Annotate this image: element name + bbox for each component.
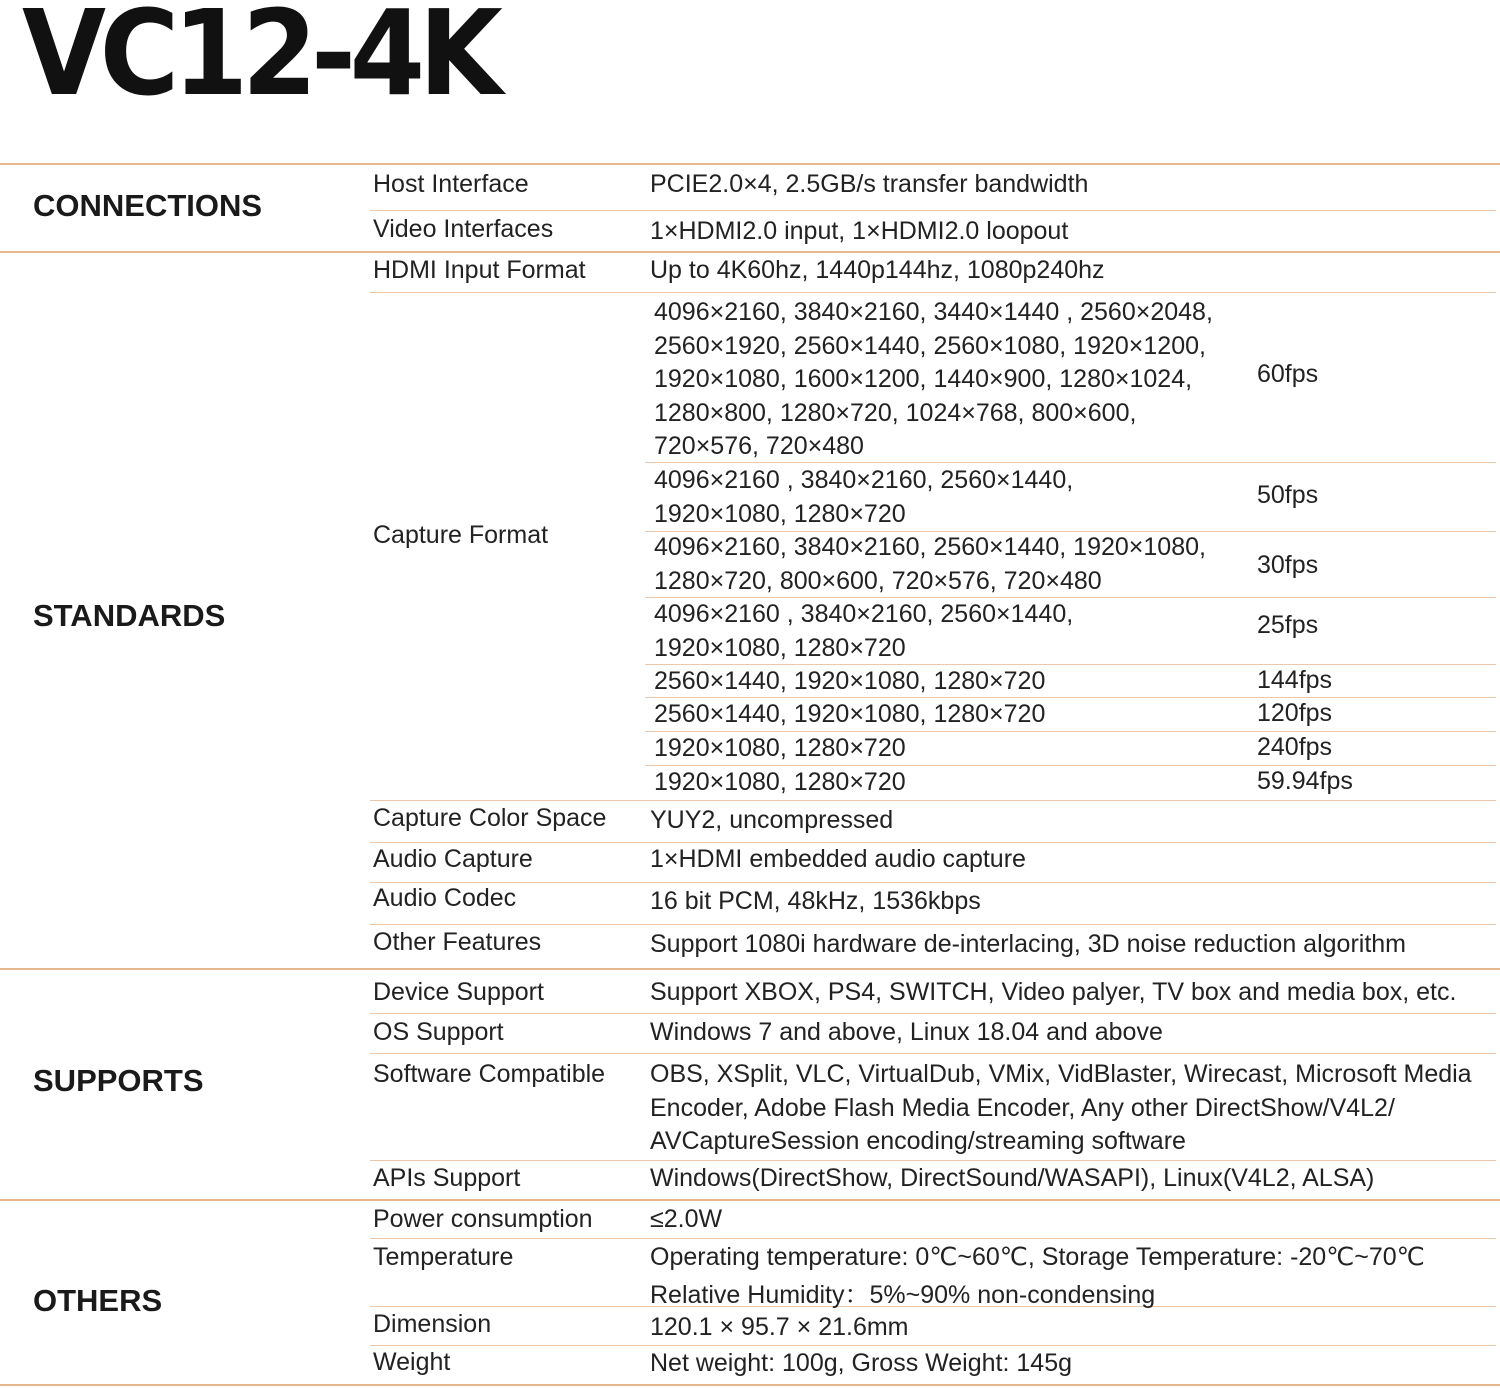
row-divider <box>370 210 1496 211</box>
capture-resolutions-line: 4096×2160, 3840×2160, 3440×1440 , 2560×2048, <box>654 298 1213 326</box>
capture-fps: 59.94fps <box>1257 767 1353 795</box>
capture-resolutions-line: 4096×2160 , 3840×2160, 2560×1440, <box>654 466 1074 494</box>
row-divider <box>370 800 1496 801</box>
capture-resolutions-line: 2560×1440, 1920×1080, 1280×720 <box>654 667 1046 695</box>
section-heading-connections: CONNECTIONS <box>33 188 263 223</box>
capture-resolutions-line: 4096×2160, 3840×2160, 2560×1440, 1920×1080, <box>654 533 1206 561</box>
section-heading-supports: SUPPORTS <box>33 1063 204 1098</box>
spec-label-software-compatible: Software Compatible <box>373 1060 606 1088</box>
capture-fps: 50fps <box>1257 481 1319 509</box>
spec-label-capture-color-space: Capture Color Space <box>373 804 607 832</box>
spec-value-audio-capture: 1×HDMI embedded audio capture <box>650 845 1026 873</box>
capture-fps: 144fps <box>1257 666 1333 694</box>
spec-value-power-consumption: ≤2.0W <box>650 1205 723 1233</box>
capture-fps: 120fps <box>1257 699 1333 727</box>
capture-resolutions-line: 1920×1080, 1280×720 <box>654 768 906 796</box>
spec-label-power-consumption: Power consumption <box>373 1205 593 1233</box>
spec-value-audio-codec: 16 bit PCM, 48kHz, 1536kbps <box>650 887 981 915</box>
capture-fps: 25fps <box>1257 611 1319 639</box>
spec-value-capture-color-space: YUY2, uncompressed <box>650 806 894 834</box>
spec-label-os-support: OS Support <box>373 1018 504 1046</box>
row-divider <box>370 882 1496 883</box>
capture-fps: 60fps <box>1257 360 1319 388</box>
spec-label-audio-capture: Audio Capture <box>373 845 533 873</box>
spec-label-other-features: Other Features <box>373 928 542 956</box>
section-divider <box>0 1384 1500 1386</box>
spec-value-host-interface: PCIE2.0×4, 2.5GB/s transfer bandwidth <box>650 170 1089 198</box>
spec-value-hdmi-input-format: Up to 4K60hz, 1440p144hz, 1080p240hz <box>650 256 1105 284</box>
row-divider <box>370 1238 1496 1239</box>
capture-resolutions-line: 1920×1080, 1280×720 <box>654 734 906 762</box>
section-divider <box>0 968 1500 970</box>
spec-label-hdmi-input-format: HDMI Input Format <box>373 256 586 284</box>
product-title: VC12-4K <box>22 0 497 122</box>
capture-resolutions-line: 1280×800, 1280×720, 1024×768, 800×600, <box>654 398 1137 427</box>
spec-value-software-compatible-line: OBS, XSplit, VLC, VirtualDub, VMix, VidBlaster, Wirecast, Microsoft Media <box>650 1060 1472 1088</box>
spec-value-temperature-line: Operating temperature: 0℃~60℃, Storage Temperature: -20℃~70℃ <box>650 1243 1425 1271</box>
row-divider <box>370 924 1496 925</box>
spec-label-audio-codec: Audio Codec <box>373 884 517 912</box>
spec-label-apis-support: APIs Support <box>373 1164 521 1192</box>
capture-resolutions-line: 2560×1920, 2560×1440, 2560×1080, 1920×1200, <box>654 331 1206 360</box>
row-divider <box>370 842 1496 843</box>
spec-value-software-compatible-line: AVCaptureSession encoding/streaming software <box>650 1127 1186 1155</box>
capture-resolutions-line: 720×576, 720×480 <box>654 432 864 461</box>
spec-label-temperature: Temperature <box>373 1243 514 1271</box>
row-divider <box>370 1160 1496 1161</box>
spec-value-apis-support: Windows(DirectShow, DirectSound/WASAPI), Linux(V4L2, ALSA) <box>650 1164 1375 1192</box>
spec-value-weight: Net weight: 100g, Gross Weight: 145g <box>650 1349 1072 1377</box>
row-divider <box>370 1013 1496 1014</box>
spec-value-other-features: Support 1080i hardware de-interlacing, 3D noise reduction algorithm <box>650 930 1406 958</box>
capture-resolutions-line: 2560×1440, 1920×1080, 1280×720 <box>654 700 1046 728</box>
spec-value-os-support: Windows 7 and above, Linux 18.04 and above <box>650 1018 1163 1046</box>
capture-resolutions-line: 4096×2160 , 3840×2160, 2560×1440, <box>654 600 1074 628</box>
row-divider <box>370 1053 1496 1054</box>
spec-value-dimension: 120.1 × 95.7 × 21.6mm <box>650 1313 909 1341</box>
spec-label-host-interface: Host Interface <box>373 170 529 198</box>
spec-value-software-compatible-line: Encoder, Adobe Flash Media Encoder, Any other DirectShow/V4L2/ <box>650 1094 1395 1122</box>
section-divider <box>0 1199 1500 1201</box>
capture-resolutions-line: 1920×1080, 1280×720 <box>654 633 906 662</box>
section-heading-others: OTHERS <box>33 1283 163 1318</box>
row-divider <box>370 292 1496 293</box>
section-divider <box>0 163 1500 165</box>
spec-value-video-interfaces: 1×HDMI2.0 input, 1×HDMI2.0 loopout <box>650 217 1069 245</box>
spec-value-temperature-line: Relative Humidity：5%~90% non-condensing <box>650 1281 1156 1309</box>
spec-label-weight: Weight <box>373 1348 451 1376</box>
capture-fps: 240fps <box>1257 733 1333 761</box>
spec-value-device-support: Support XBOX, PS4, SWITCH, Video palyer, TV box and media box, etc. <box>650 978 1457 1006</box>
capture-fps: 30fps <box>1257 551 1319 579</box>
capture-resolutions-line: 1280×720, 800×600, 720×576, 720×480 <box>654 566 1102 595</box>
spec-label-video-interfaces: Video Interfaces <box>373 215 554 243</box>
section-heading-standards: STANDARDS <box>33 598 226 633</box>
capture-resolutions-line: 1920×1080, 1280×720 <box>654 499 906 528</box>
section-divider <box>0 251 1500 253</box>
spec-label-device-support: Device Support <box>373 978 544 1006</box>
spec-label-dimension: Dimension <box>373 1310 492 1338</box>
spec-label-capture-format: Capture Format <box>373 521 549 549</box>
row-divider <box>370 1345 1496 1346</box>
capture-resolutions-line: 1920×1080, 1600×1200, 1440×900, 1280×1024, <box>654 365 1193 394</box>
